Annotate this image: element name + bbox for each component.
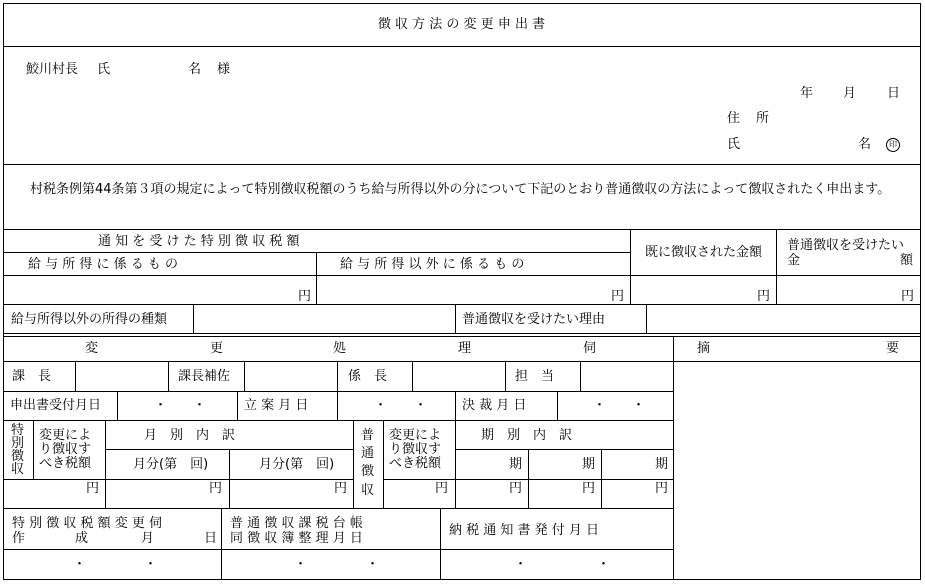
bottom-dot-1: ・ — [73, 557, 87, 572]
proc-header-char-4: 理 — [458, 341, 472, 356]
ordinary-label-4: 収 — [361, 483, 375, 498]
ordinary-term-1: 期 — [509, 457, 523, 472]
ordinary-yen-1: 円 — [435, 481, 449, 496]
other-part-header: 給 与 所 得 以 外 に 係 る も の — [340, 257, 525, 272]
draft-date-label: 立 案 月 日 — [244, 398, 309, 413]
bottom-dot-2: ・ — [144, 557, 158, 572]
yen-wish: 円 — [901, 289, 915, 304]
notice-tax-header-text: 通 知 を 受 け た 特 別 徴 収 税 額 — [98, 234, 300, 249]
ordinary-after-change-1: 変更によ — [389, 428, 442, 443]
special-after-change-2: り徴収す — [39, 442, 92, 457]
form-title: 徴 収 方 法 の 変 更 申 出 書 — [377, 17, 546, 32]
received-date-dot-1: ・ — [154, 398, 168, 413]
ordinary-term-breakdown: 期 別 内 訳 — [481, 428, 573, 443]
addressee-sama: 様 — [217, 62, 231, 77]
date-month-label: 月 — [843, 86, 857, 101]
special-label-1: 特 — [11, 423, 25, 438]
bottom-dot-6: ・ — [597, 557, 611, 572]
reason-label: 普通徴収を受けたい理由 — [462, 312, 606, 327]
addressee-mei: 名 — [188, 62, 202, 77]
notice-issue-header: 納 税 通 知 書 発 付 月 日 — [449, 523, 600, 538]
unit-chief-label: 係 長 — [348, 369, 388, 384]
date-year-label: 年 — [800, 86, 814, 101]
applicant-address-label-1: 住 — [727, 111, 741, 126]
decision-date-label: 決 裁 月 日 — [462, 398, 527, 413]
special-label-4: 収 — [11, 462, 25, 477]
ordinary-ledger-header-1: 普 通 徴 収 課 税 台 帳 — [230, 516, 363, 531]
bottom-dot-3: ・ — [294, 557, 308, 572]
wish-amount-header-3: 額 — [900, 253, 914, 268]
special-label-2: 別 — [11, 436, 25, 451]
deputy-chief-label: 課長補佐 — [178, 369, 231, 384]
ordinary-ledger-header-2: 同 徴 収 簿 整 理 月 日 — [230, 531, 363, 546]
received-date-dot-2: ・ — [193, 398, 207, 413]
seal-icon: 印 — [886, 138, 900, 152]
special-change-header-1: 特 別 徴 収 税 額 変 更 伺 — [12, 516, 163, 531]
applicant-name-label-1: 氏 — [727, 137, 741, 152]
ordinary-yen-4: 円 — [655, 481, 669, 496]
statement-text: 村税条例第44条第３項の規定によって特別徴収税額のうち給与所得以外の分について下記のとおり普通徴収の方法によって徴収されたく申出ます。 — [30, 182, 891, 197]
decision-date-dot-1: ・ — [593, 398, 607, 413]
in-charge-label: 担 当 — [515, 369, 555, 384]
ordinary-label-3: 徴 — [361, 464, 375, 479]
wish-amount-header-2: 金 — [787, 253, 801, 268]
special-after-change-1: 変更によ — [39, 428, 92, 443]
proc-header-char-3: 処 — [333, 341, 347, 356]
special-change-header-2d: 日 — [204, 531, 218, 546]
special-change-header-2b: 成 — [75, 531, 89, 546]
yen-other: 円 — [611, 289, 625, 304]
ordinary-term-3: 期 — [655, 457, 669, 472]
wish-amount-header-1: 普通徴収を受けたい — [787, 238, 905, 253]
special-change-header-2c: 月 — [141, 531, 155, 546]
ordinary-label-2: 通 — [361, 446, 375, 461]
addressee-shi: 氏 — [97, 62, 111, 77]
applicant-address-label-2: 所 — [756, 111, 770, 126]
outer-border — [4, 4, 921, 580]
collected-amount-header: 既に徴収された金額 — [644, 245, 762, 260]
ordinary-yen-3: 円 — [582, 481, 596, 496]
proc-header-char-5: 伺 — [583, 341, 597, 356]
applicant-name-label-2: 名 — [858, 137, 872, 152]
proc-header-char-2: 更 — [210, 341, 224, 356]
special-yen-3: 円 — [334, 481, 348, 496]
ordinary-yen-2: 円 — [509, 481, 523, 496]
ordinary-term-2: 期 — [582, 457, 596, 472]
received-date-label: 申出書受付月日 — [10, 398, 102, 413]
yen-collected: 円 — [757, 289, 771, 304]
ordinary-label-1: 普 — [361, 428, 375, 443]
decision-date-dot-2: ・ — [632, 398, 646, 413]
draft-date-dot-2: ・ — [414, 398, 428, 413]
proc-header-char-1: 変 — [85, 341, 99, 356]
addressee-mayor: 鮫川村長 — [26, 62, 79, 77]
date-day-label: 日 — [887, 86, 901, 101]
salary-part-header: 給 与 所 得 に 係 る も の — [28, 257, 179, 272]
bottom-dot-4: ・ — [366, 557, 380, 572]
special-after-change-3: べき税額 — [39, 456, 92, 471]
income-type-label: 給与所得以外の所得の種類 — [11, 312, 168, 327]
special-month-from-2: 月分(第 回) — [259, 457, 335, 472]
special-yen-1: 円 — [86, 481, 100, 496]
ordinary-after-change-2: り徴収す — [389, 442, 442, 457]
special-change-header-2a: 作 — [12, 531, 26, 546]
special-monthly-breakdown: 月 別 内 訳 — [144, 428, 236, 443]
special-label-3: 徴 — [11, 449, 25, 464]
bottom-dot-5: ・ — [514, 557, 528, 572]
seal-mark — [884, 137, 900, 152]
section-chief-label: 課 長 — [12, 369, 52, 384]
draft-date-dot-1: ・ — [374, 398, 388, 413]
remarks-header-char-2: 要 — [886, 341, 900, 356]
remarks-header-char-1: 摘 — [697, 341, 711, 356]
special-yen-2: 円 — [209, 481, 223, 496]
yen-salary: 円 — [298, 289, 312, 304]
notice-tax-header — [98, 234, 536, 249]
special-month-from-1: 月分(第 回) — [133, 457, 209, 472]
ordinary-after-change-3: べき税額 — [389, 456, 442, 471]
